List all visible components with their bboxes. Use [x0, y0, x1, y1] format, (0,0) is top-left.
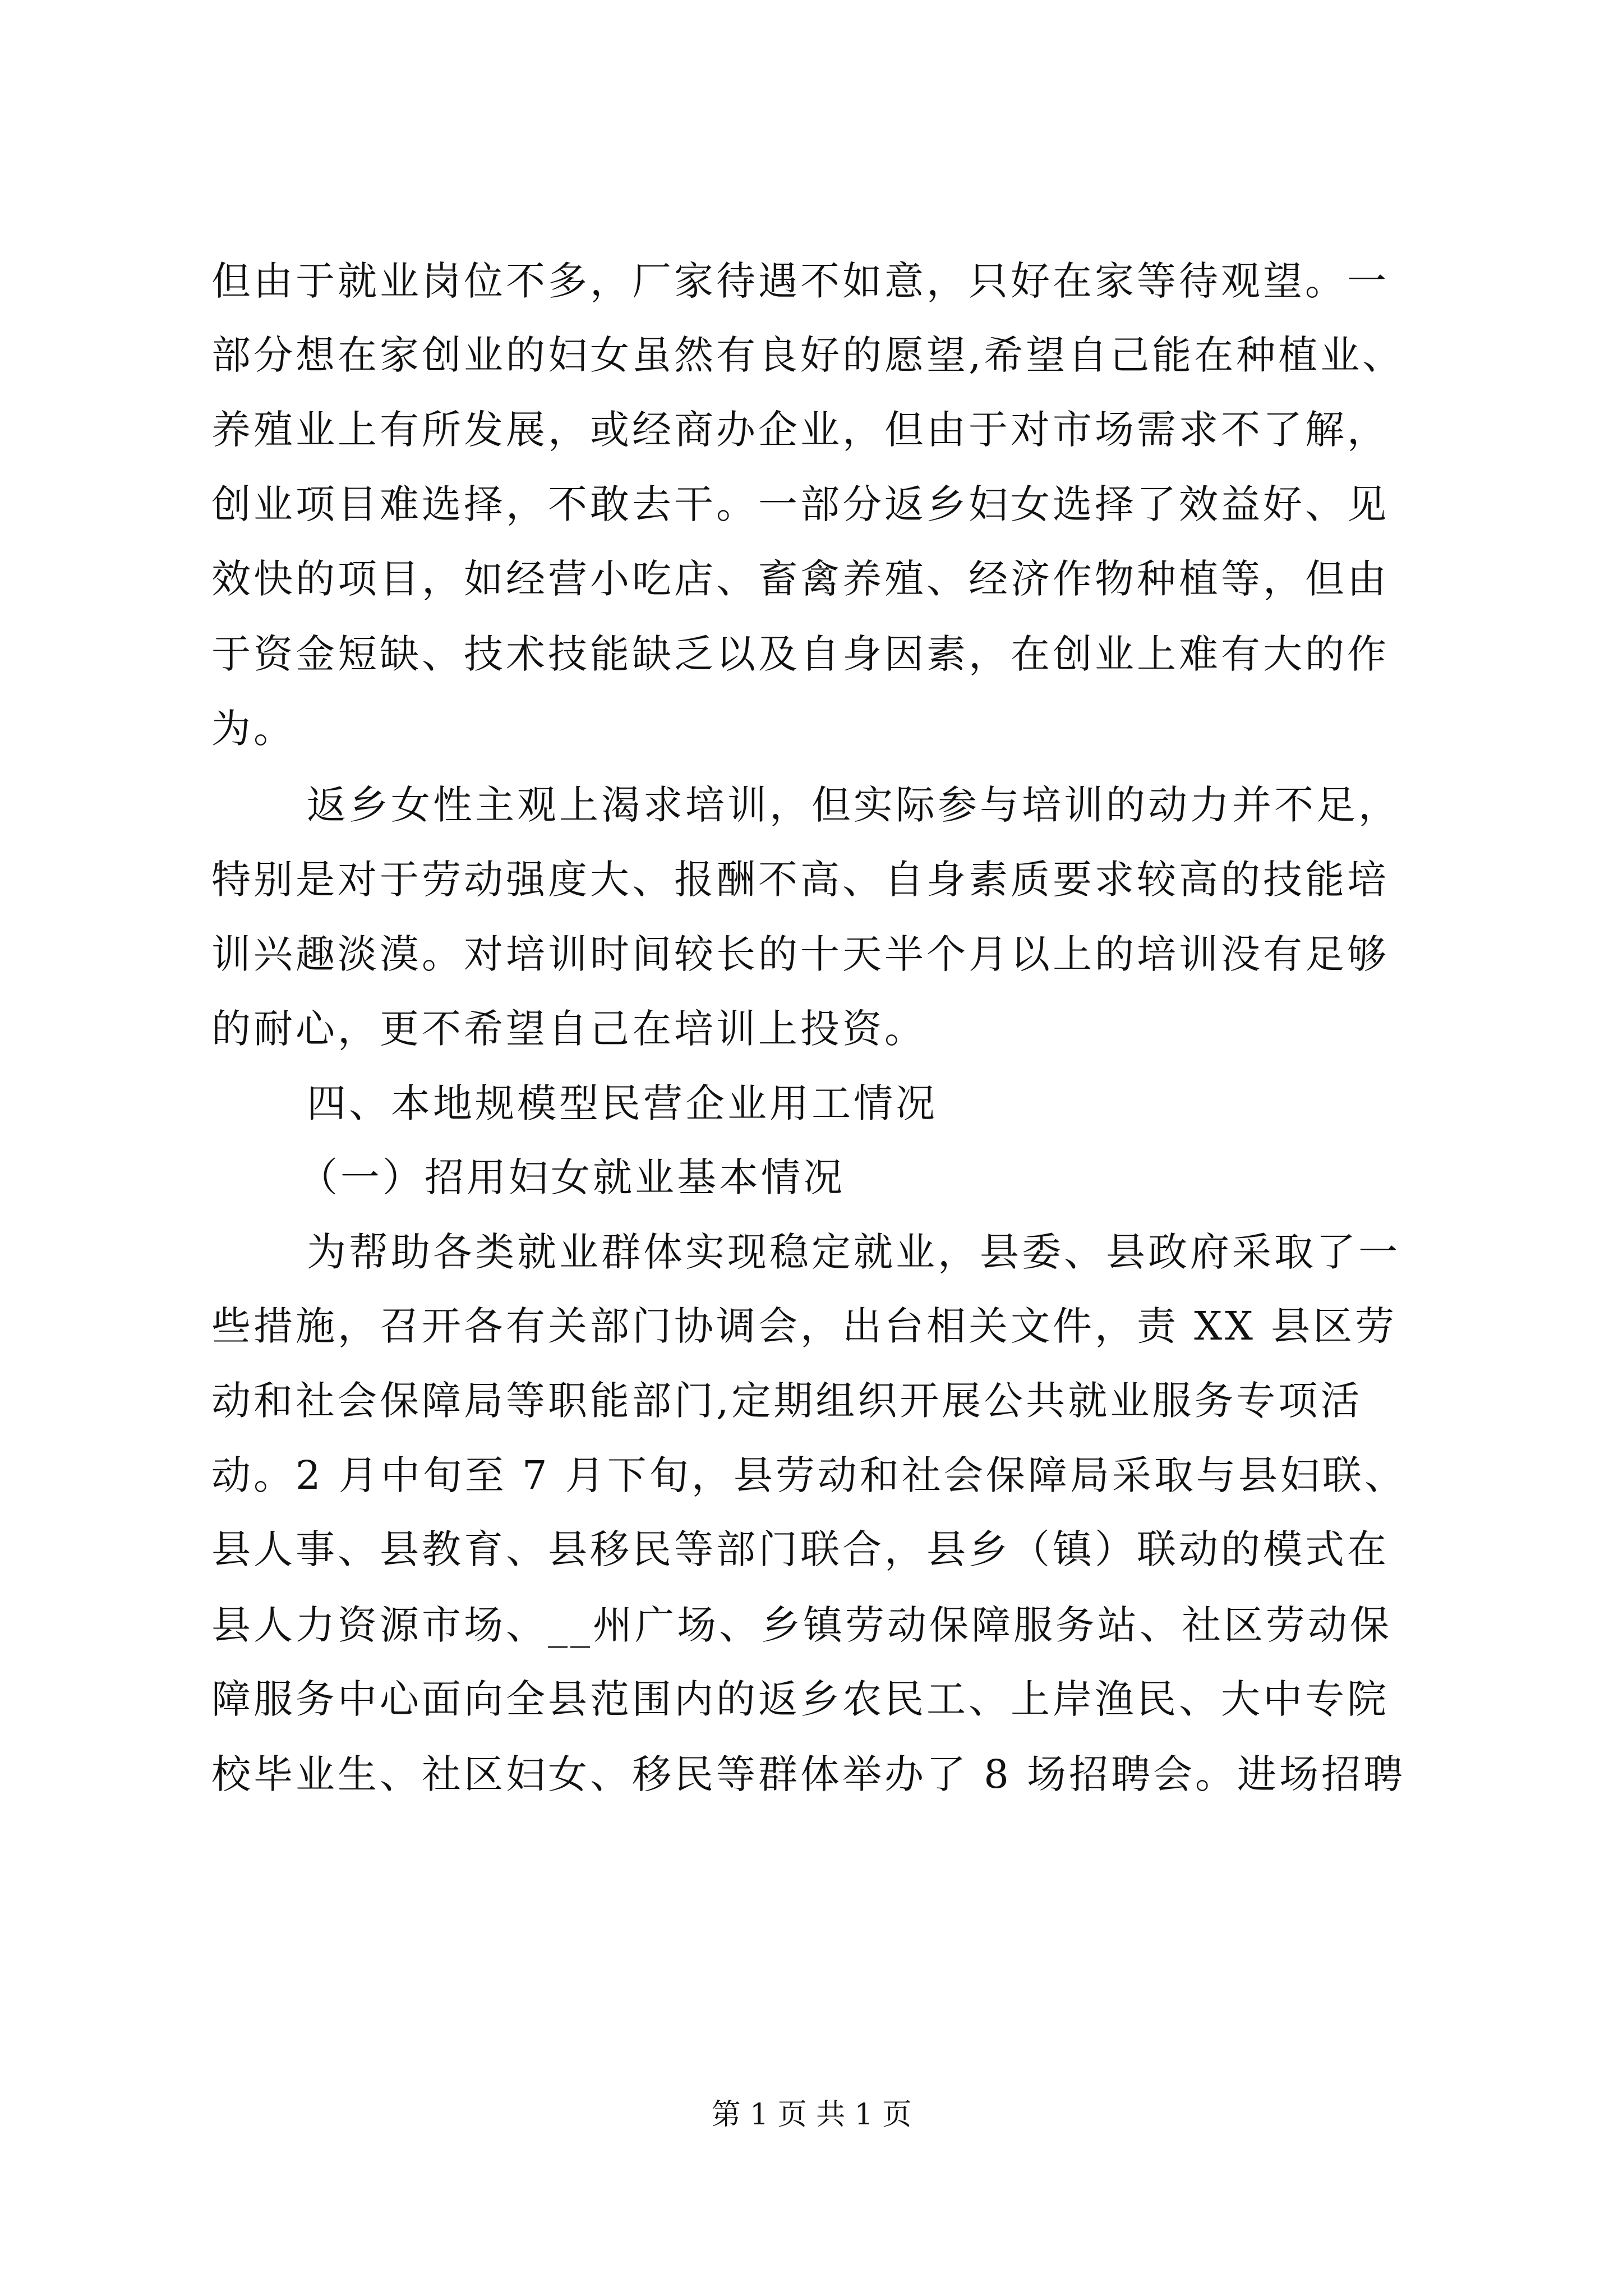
- paragraph-3-line-5: 县人事、县教育、县移民等部门联合，县乡（镇）联动的模式在: [211, 1526, 1389, 1572]
- paragraph-1-line-7: 为。: [211, 706, 296, 752]
- paragraph-3-line-7: 障服务中心面向全县范围内的返乡农民工、上岸渔民、大中专院: [211, 1676, 1389, 1722]
- paragraph-2-line-4: 的耐心，更不希望自己在培训上投资。: [211, 1006, 926, 1052]
- paragraph-3-line-1: 为帮助各类就业群体实现稳定就业，县委、县政府采取了一: [307, 1229, 1400, 1275]
- paragraph-1-line-3: 养殖业上有所发展，或经商办企业，但由于对市场需求不了解，: [211, 407, 1389, 453]
- paragraph-1-line-2: 部分想在家创业的妇女虽然有良好的愿望,希望自己能在种植业、: [211, 332, 1405, 378]
- paragraph-1-line-5: 效快的项目，如经营小吃店、畜禽养殖、经济作物种植等，但由: [211, 556, 1389, 602]
- paragraph-3-line-4: 动。2 月中旬至 7 月下旬，县劳动和社会保障局采取与县妇联、: [211, 1452, 1407, 1498]
- paragraph-1-line-6: 于资金短缺、技术技能缺乏以及自身因素，在创业上难有大的作: [211, 631, 1389, 677]
- paragraph-1-line-1: 但由于就业岗位不多，厂家待遇不如意，只好在家等待观望。一: [211, 258, 1389, 304]
- paragraph-3-line-8: 校毕业生、社区妇女、移民等群体举办了 8 场招聘会。进场招聘: [211, 1751, 1406, 1797]
- paragraph-1-line-4: 创业项目难选择，不敢去干。一部分返乡妇女选择了效益好、见: [211, 481, 1389, 527]
- paragraph-3-line-2: 些措施，召开各有关部门协调会，出台相关文件，责 XX 县区劳: [211, 1303, 1398, 1349]
- page-footer: 第 1 页 共 1 页: [711, 2098, 912, 2132]
- paragraph-2-line-3: 训兴趣淡漠。对培训时间较长的十天半个月以上的培训没有足够: [211, 931, 1389, 977]
- subsection-heading: （一）招用妇女就业基本情况: [298, 1154, 845, 1200]
- section-heading: 四、本地规模型民营企业用工情况: [307, 1080, 938, 1126]
- paragraph-3-line-6: 县人力资源市场、__州广场、乡镇劳动保障服务站、社区劳动保: [211, 1602, 1392, 1648]
- paragraph-2-line-2: 特别是对于劳动强度大、报酬不高、自身素质要求较高的技能培: [211, 857, 1389, 903]
- paragraph-2-line-1: 返乡女性主观上渴求培训，但实际参与培训的动力并不足，: [307, 782, 1400, 828]
- paragraph-3-line-3: 动和社会保障局等职能部门,定期组织开展公共就业服务专项活: [211, 1378, 1363, 1424]
